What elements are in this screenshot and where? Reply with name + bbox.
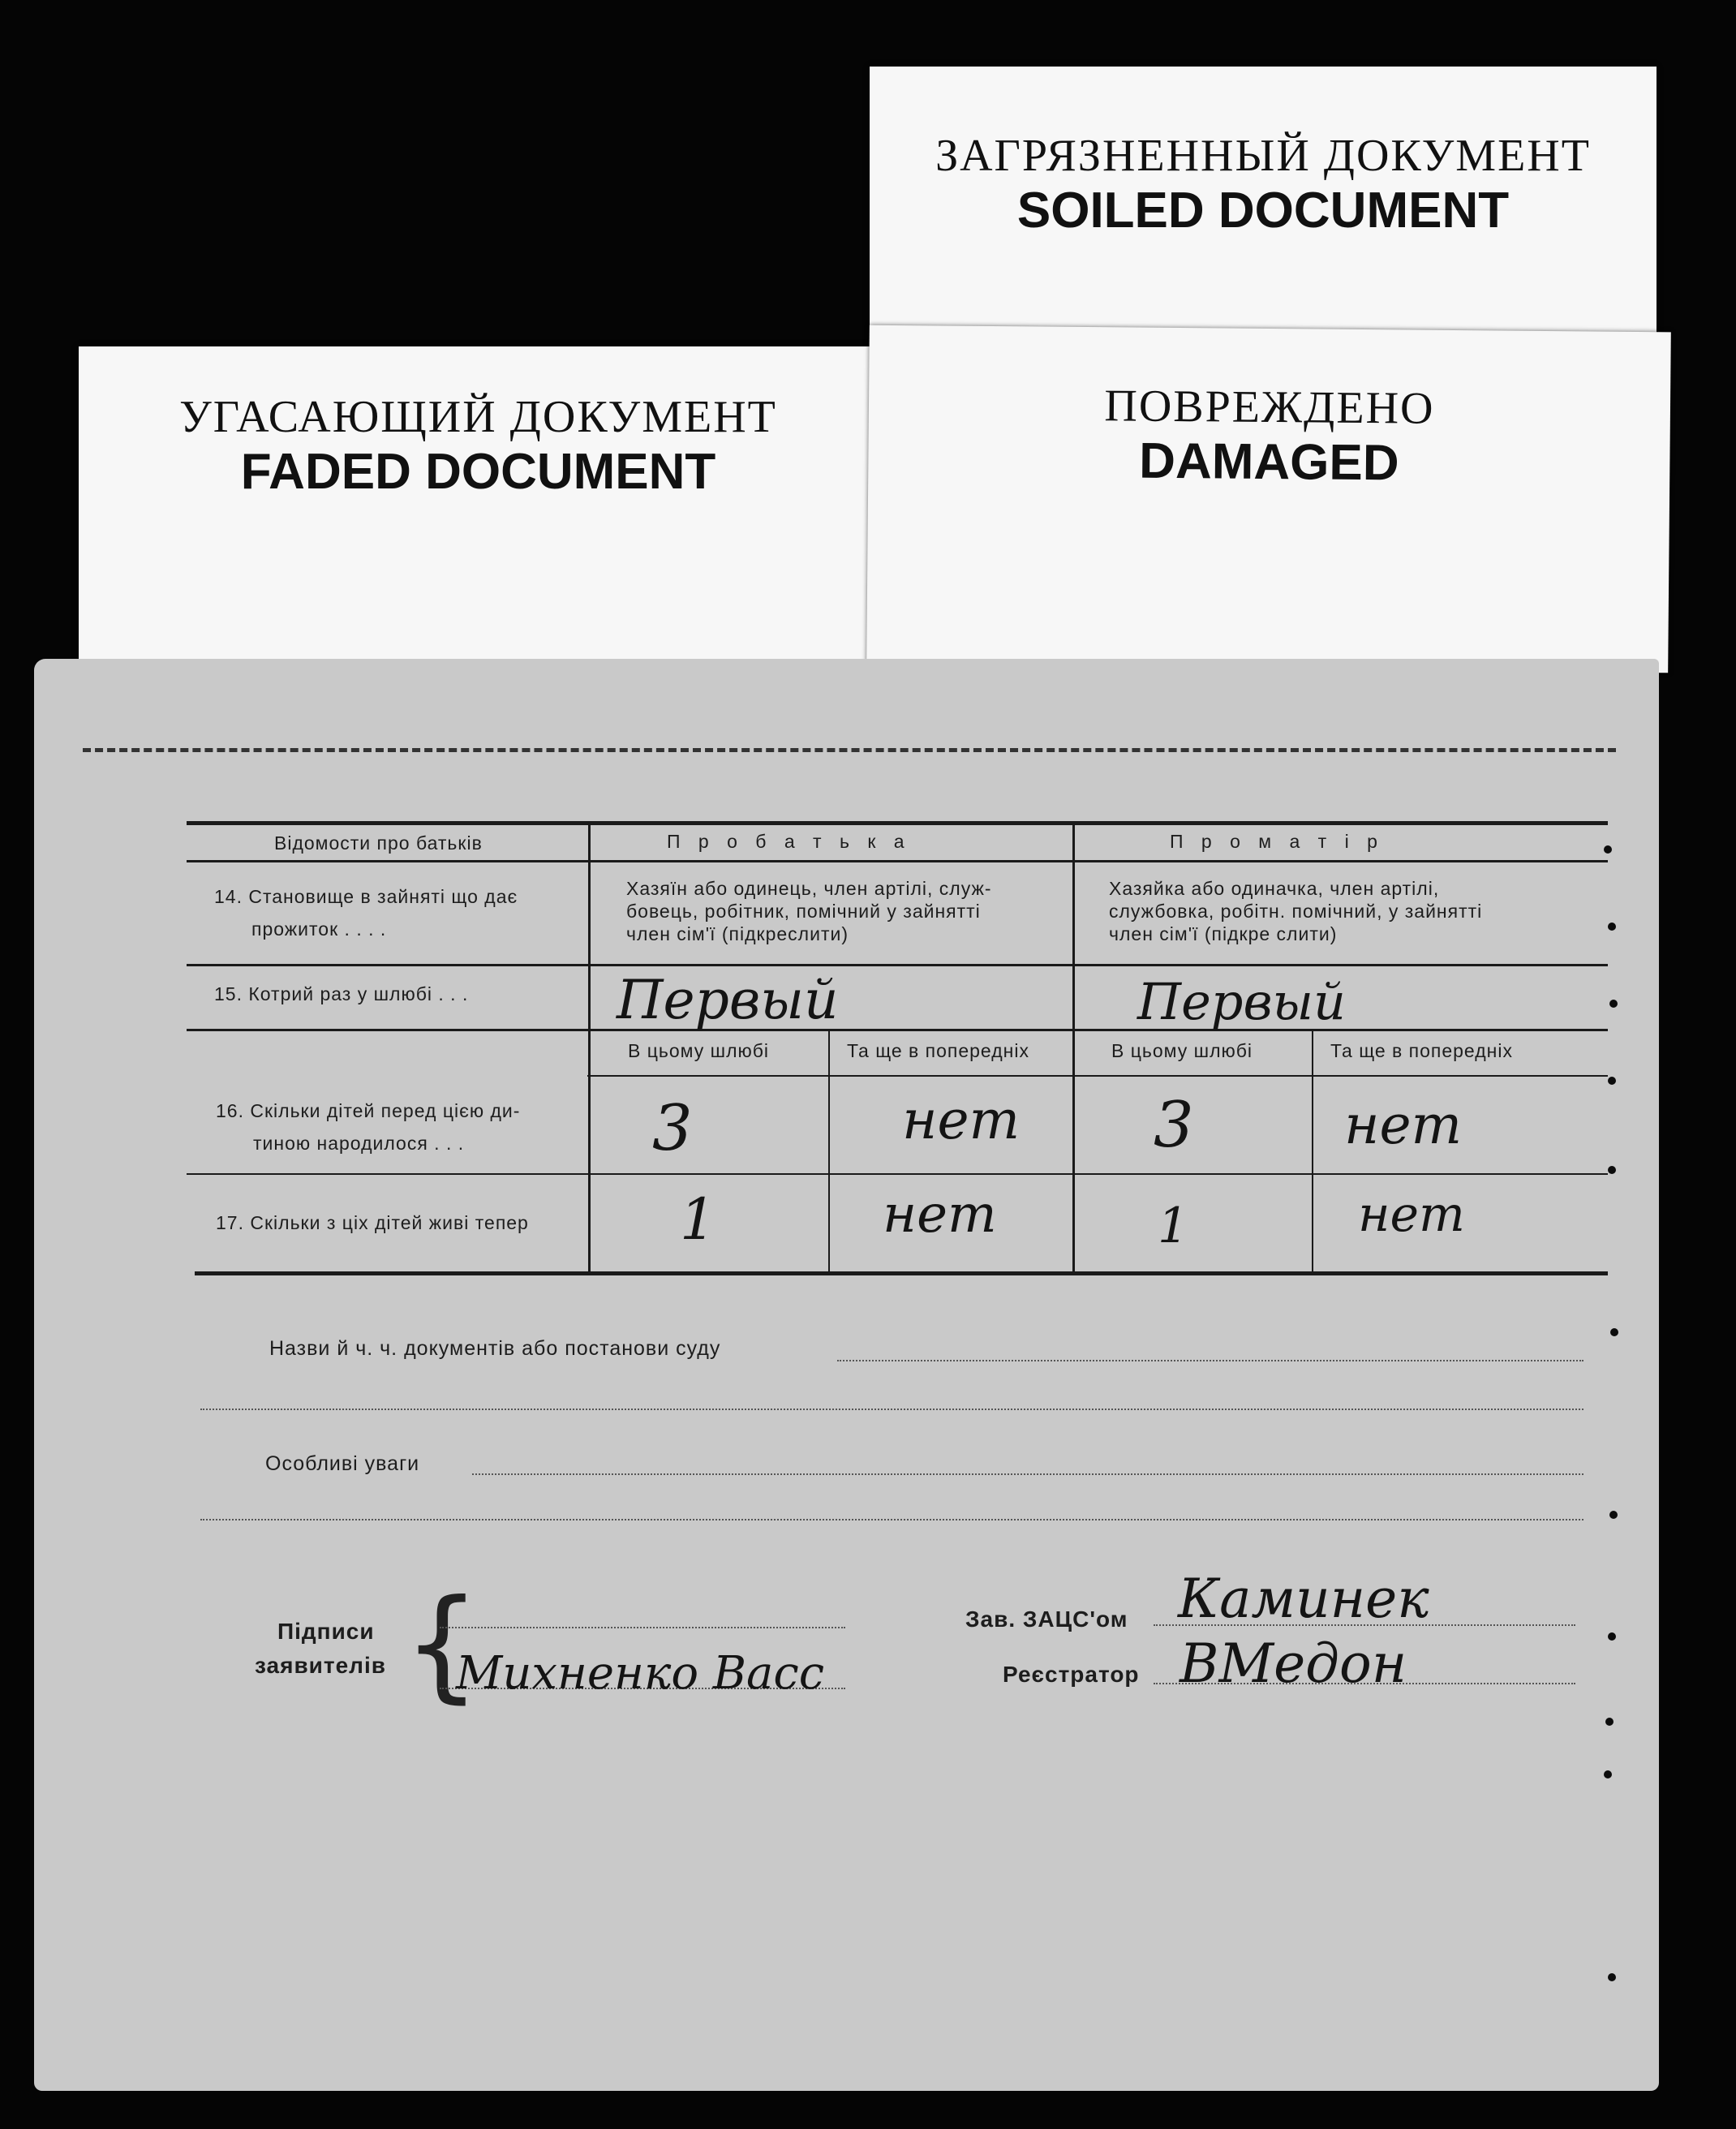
row14-label-line1: 14. Становище в зайняті що дає <box>214 886 518 907</box>
faded-document-card <box>79 346 878 687</box>
row14-mother-line1: Хазяйка або одиначка, член артілі, <box>1109 878 1440 899</box>
row15-father-value: Первый <box>617 969 839 1031</box>
header-rule <box>187 860 1608 862</box>
signatures-label-line2: заявителів <box>255 1653 386 1678</box>
damaged-label-ru: ПОВРЕЖДЕНО <box>1104 381 1435 434</box>
header-info: Відомости про батьків <box>274 832 483 854</box>
signatures-brace: { <box>403 1574 481 1715</box>
registrar-signature: ВМедон <box>1180 1632 1407 1695</box>
row15-label: 15. Котрий раз у шлюбі . . . <box>214 983 469 1004</box>
documents-fill-line-2 <box>200 1409 1583 1410</box>
subheader-rule <box>587 1075 1608 1077</box>
row14-father-line1: Хазяїн або одинець, член артілі, служ- <box>626 878 992 899</box>
head-signature: Каминек <box>1178 1568 1429 1630</box>
header-father: П р о б а т ь к а <box>667 831 911 852</box>
notes-label: Особливі уваги <box>265 1452 420 1475</box>
row14-rule <box>187 964 1608 966</box>
subheader-father-prev: Та ще в попередніх <box>847 1040 1029 1061</box>
row17-father-prev: нет <box>883 1185 997 1245</box>
soiled-label-ru: ЗАГРЯЗНЕННЫЙ ДОКУМЕНТ <box>935 131 1591 181</box>
head-of-registry-label: Зав. ЗАЦС'ом <box>965 1606 1128 1632</box>
row15-rule <box>187 1029 1608 1031</box>
row16-label-line2: тиною народилося . . . <box>253 1133 465 1154</box>
soiled-label-en: SOILED DOCUMENT <box>1016 183 1510 239</box>
damaged-label-en: DAMAGED <box>1138 432 1399 492</box>
registrar-label: Реєстратор <box>1003 1662 1140 1687</box>
notes-fill-line-2 <box>200 1519 1583 1520</box>
row14-mother-line2: службовка, робітн. помічний, у зайнятті <box>1109 901 1483 922</box>
binding-hole <box>1609 1511 1618 1519</box>
binding-hole <box>1608 1077 1616 1085</box>
row14-father-line2: бовець, робітник, помічний у зайнятті <box>626 901 981 922</box>
col-mother-sub-divider <box>1312 1029 1313 1274</box>
col-father-divider <box>588 821 591 1274</box>
row14-father-line3: член сім'ї (підкреслити) <box>626 923 849 944</box>
documents-fill-line <box>837 1360 1583 1361</box>
row16-label-line1: 16. Скільки дітей перед цією ди- <box>216 1100 521 1121</box>
row17-label: 17. Скільки з ціх дітей живі тепер <box>216 1212 529 1233</box>
binding-hole <box>1608 1166 1616 1174</box>
col-father-sub-divider <box>828 1029 830 1274</box>
binding-hole <box>1604 845 1612 854</box>
row16-mother-this: 3 <box>1154 1089 1194 1162</box>
faded-label-en: FADED DOCUMENT <box>240 444 716 500</box>
row15-mother-value: Первый <box>1137 972 1346 1031</box>
header-mother: П р о м а т і р <box>1170 831 1384 852</box>
perforation-line <box>83 748 1616 752</box>
subheader-father-this: В цьому шлюбі <box>628 1040 770 1061</box>
col-mother-divider <box>1072 821 1075 1274</box>
binding-hole <box>1608 1973 1616 1981</box>
binding-hole <box>1609 1000 1618 1008</box>
notes-fill-line <box>472 1473 1583 1475</box>
row16-father-this: 3 <box>652 1092 693 1165</box>
documents-label: Назви й ч. ч. документів або постанови суду <box>269 1337 721 1360</box>
subheader-mother-this: В цьому шлюбі <box>1111 1040 1253 1061</box>
table-top-rule <box>187 821 1608 825</box>
row16-father-prev: нет <box>902 1089 1021 1151</box>
binding-hole <box>1605 1718 1614 1726</box>
binding-hole <box>1608 1632 1616 1641</box>
faded-label-ru: УГАСАЮЩИЙ ДОКУМЕНТ <box>179 392 777 442</box>
binding-hole <box>1604 1770 1612 1778</box>
row17-mother-this: 1 <box>1158 1198 1189 1254</box>
applicant-signature-line-1 <box>440 1627 845 1628</box>
applicant-signature: Михненко Васс <box>456 1647 825 1700</box>
binding-hole <box>1610 1328 1618 1336</box>
row17-mother-prev: нет <box>1358 1186 1465 1243</box>
registration-form-sheet <box>34 659 1659 2091</box>
table-bottom-rule <box>195 1271 1608 1275</box>
damaged-document-card <box>866 325 1671 673</box>
binding-hole <box>1608 923 1616 931</box>
row16-mother-prev: нет <box>1344 1094 1463 1156</box>
row14-mother-line3: член сім'ї (підкре слити) <box>1109 923 1338 944</box>
signatures-label-line1: Підписи <box>277 1619 375 1644</box>
row16-rule <box>187 1173 1608 1175</box>
row14-label-line2: прожиток . . . . <box>251 918 387 940</box>
subheader-mother-prev: Та ще в попередніх <box>1330 1040 1513 1061</box>
row17-father-this: 1 <box>680 1186 716 1253</box>
